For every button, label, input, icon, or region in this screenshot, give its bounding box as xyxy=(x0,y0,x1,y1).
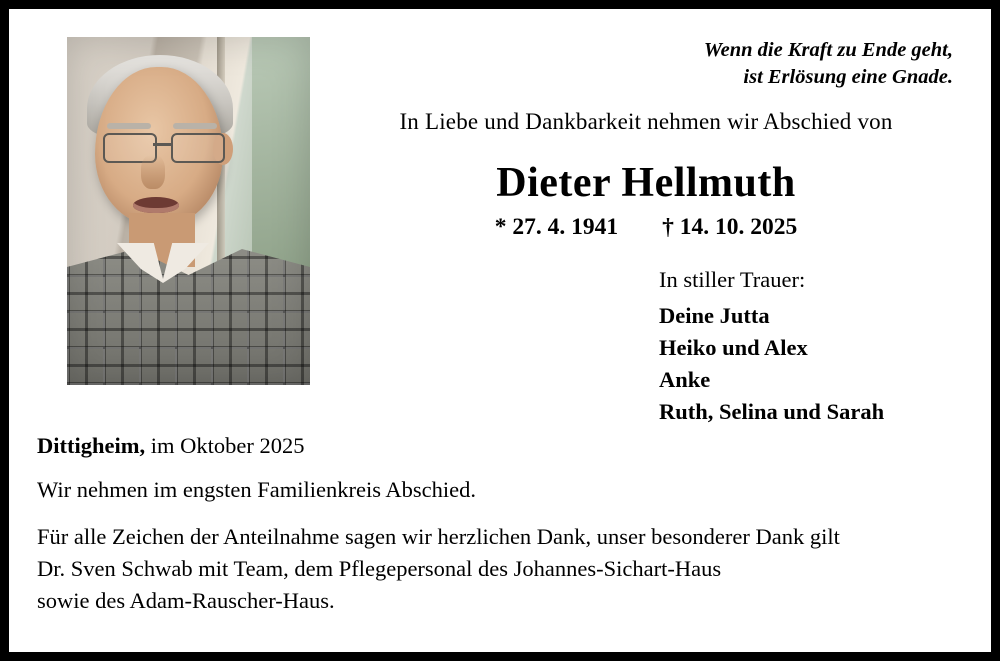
epitaph xyxy=(704,37,953,91)
photo-vignette xyxy=(67,37,310,385)
thanks-line-2: Dr. Sven Schwab mit Team, dem Pflegepersonal des Johannes-Sichart-Haus xyxy=(37,555,722,581)
place-name: Dittigheim, xyxy=(37,433,146,458)
thanks-line-3: sowie des Adam-Rauscher-Haus. xyxy=(37,587,335,613)
epitaph-line-2: ist Erlösung eine Gnade. xyxy=(743,66,953,89)
death-date: † 14. 10. 2025 xyxy=(662,214,798,240)
place-and-date xyxy=(37,433,304,459)
mourner-name: Anke xyxy=(659,366,711,392)
portrait-photo xyxy=(67,37,310,385)
epitaph-line-1: Wenn die Kraft zu Ende geht, xyxy=(703,39,953,61)
birth-date: * 27. 4. 1941 xyxy=(494,214,619,240)
thanks-line-1: Für alle Zeichen der Anteilnahme sagen wir herzlichen Dank, unser besonderer Dank gilt xyxy=(37,524,840,549)
obituary-inner xyxy=(9,9,991,652)
notice-date: im Oktober 2025 xyxy=(145,433,305,458)
portrait-photo-image xyxy=(67,37,310,385)
funeral-note: Wir nehmen im engsten Familienkreis Abschied. xyxy=(37,477,477,502)
mourner-name: Ruth, Selina und Sarah xyxy=(659,398,885,424)
deceased-name: Dieter Hellmuth xyxy=(496,160,796,206)
mourner-name: Heiko und Alex xyxy=(659,334,808,360)
mourners-block xyxy=(659,264,884,428)
life-dates xyxy=(339,214,953,241)
mourner-name: Deine Jutta xyxy=(659,302,770,328)
intro-text: In Liebe und Dankbarkeit nehmen wir Abschied von xyxy=(399,109,893,134)
mourners-lead: In stiller Trauer: xyxy=(659,267,806,292)
thanks-block xyxy=(37,521,963,617)
